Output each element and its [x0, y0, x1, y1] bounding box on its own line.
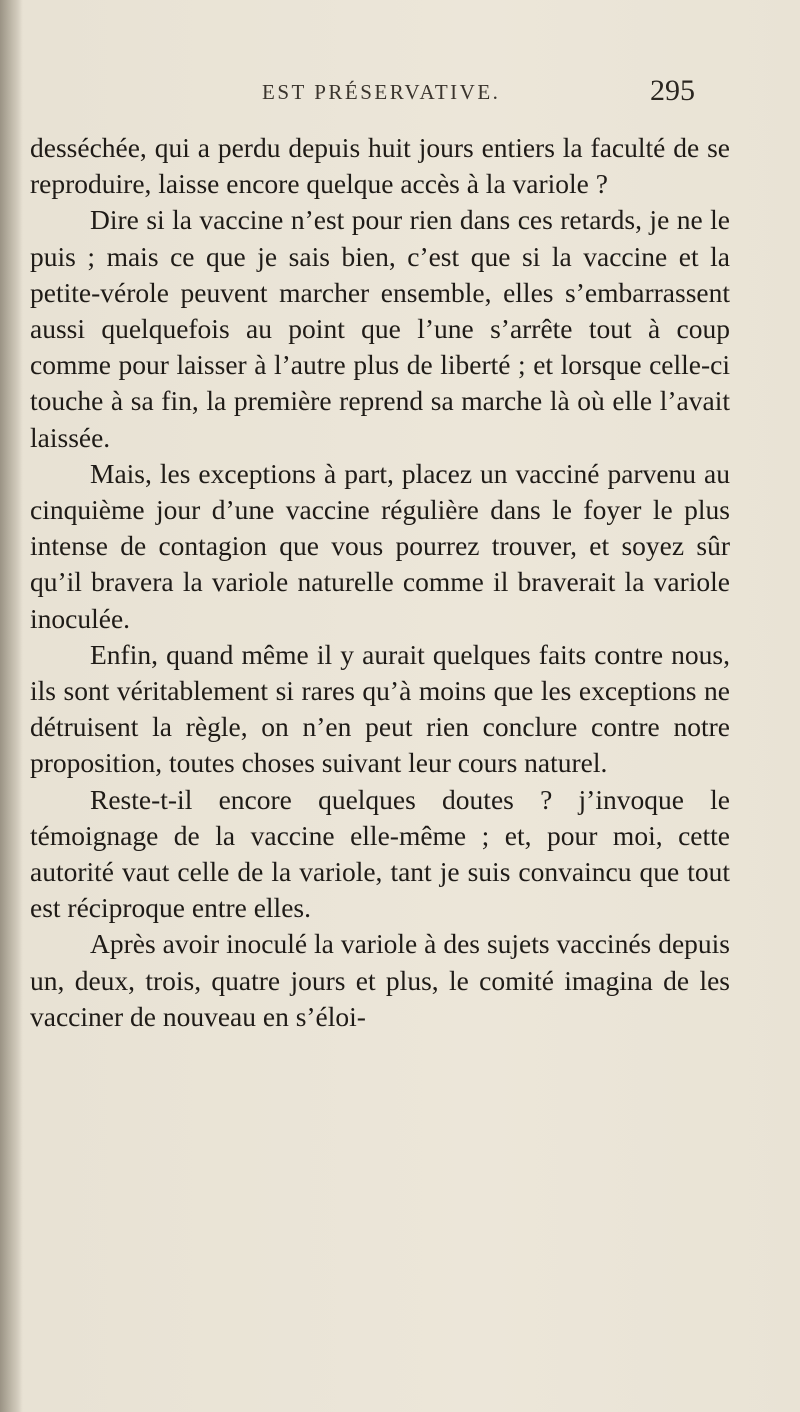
page-number: 295: [650, 74, 695, 107]
page-gutter-shadow: [0, 0, 22, 1412]
paragraph: Mais, les exceptions à part, placez un vacciné parvenu au cinquième jour d’une vaccine régulière dans le foyer le plus intense de contagion que vous pourrez trouver, et soyez sûr qu’il bravera la variole naturelle comme il braverait la variole inoculée.: [30, 457, 730, 634]
running-title: EST PRÉSERVATIVE.: [262, 80, 501, 104]
paragraph-continuation: desséchée, qui a perdu depuis huit jours entiers la faculté de se reproduire, laisse encore quelque accès à la variole ?: [30, 132, 730, 200]
page-header: [0, 74, 800, 120]
paragraph: Après avoir inoculé la variole à des sujets vaccinés depuis un, deux, trois, quatre jours et plus, le comité imagina de les vacciner de nouveau en s’éloi-: [30, 928, 730, 1032]
paragraph: Reste-t-il encore quelques doutes ? j’invoque le témoignage de la vaccine elle-même ; et, pour moi, cette autorité vaut celle de la variole, tant je suis convaincu que tout est réciproque entre elles.: [30, 783, 730, 924]
paragraph: Enfin, quand même il y aurait quelques faits contre nous, ils sont véritablement si rares qu’à moins que les exceptions ne détruisent la règle, on n’en peut rien conclure contre notre proposition, toutes choses suivant leur cours naturel.: [30, 638, 730, 779]
paragraph: Dire si la vaccine n’est pour rien dans ces retards, je ne le puis ; mais ce que je sais bien, c’est que si la vaccine et la petite-vérole peuvent marcher ensemble, elles s’embarrassent aussi quelquefois au point que l’une s’arrête tout à coup comme pour laisser à l’autre plus de liberté ; et lorsque celle-ci touche à sa fin, la première reprend sa marche là où elle l’avait laissée.: [30, 204, 730, 453]
body-text: [30, 130, 730, 1035]
